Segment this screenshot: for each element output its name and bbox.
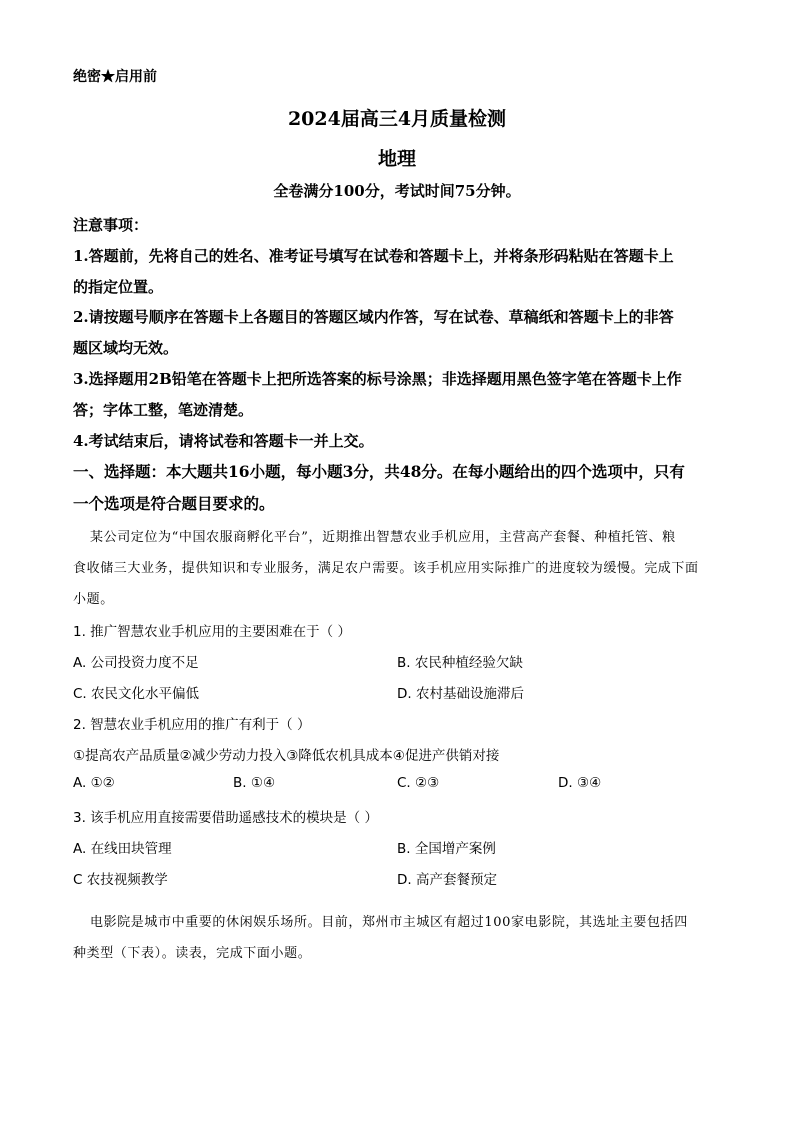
secret-label: 绝密★启用前 — [73, 69, 157, 85]
question-stem: 2. 智慧农业手机应用的推广有利于（ ） — [73, 717, 311, 733]
material-paragraph: 电影院是城市中重要的休闲娱乐场所。目前，郑州市主城区有超过100家电影院，其选址主要包括四 — [90, 915, 688, 930]
option-a: A. 在线田块管理 — [73, 841, 172, 857]
notice-line: 1.答题前，先将自己的姓名、准考证号填写在试卷和答题卡上，并将条形码粘贴在答题卡上 — [73, 247, 674, 265]
notice-line: 答；字体工整，笔迹清楚。 — [73, 401, 254, 419]
section-heading-cont: 一个选项是符合题目要求的。 — [73, 494, 275, 513]
section-heading: 一、选择题：本大题共16小题，每小题3分，共48分。在每小题给出的四个选项中，只有 — [73, 462, 685, 481]
exam-title: 2024届高三4月质量检测 — [287, 108, 507, 130]
material-paragraph: 某公司定位为“中国农服商孵化平台”，近期推出智慧农业手机应用，主营高产套餐、种植托管、粮 — [90, 530, 676, 545]
subject-title: 地理 — [377, 148, 416, 170]
option-d: D. 高产套餐预定 — [397, 872, 497, 888]
option-d: D. ③④ — [558, 775, 602, 791]
option-b: B. 全国增产案例 — [397, 841, 496, 857]
question-statements: ①提高农产品质量②减少劳动力投入③降低农机具成本④促进产供销对接 — [73, 748, 500, 764]
material-paragraph: 食收储三大业务，提供知识和专业服务，满足农户需要。该手机应用实际推广的进度较为缓慢。完成下面 — [73, 561, 699, 576]
notice-line: 4.考试结束后，请将试卷和答题卡一并上交。 — [73, 432, 374, 450]
score-info: 全卷满分100分，考试时间75分钟。 — [273, 182, 521, 200]
option-c: C 农技视频教学 — [73, 872, 168, 888]
notice-heading: 注意事项： — [73, 216, 149, 234]
notice-line: 3.选择题用2B铅笔在答题卡上把所选答案的标号涂黑；非选择题用黑色签字笔在答题卡上作 — [73, 370, 682, 388]
option-b: B. ①④ — [233, 775, 276, 791]
material-paragraph: 小题。 — [73, 592, 114, 607]
notice-line: 的指定位置。 — [73, 278, 164, 296]
notice-line: 2.请按题号顺序在答题卡上各题目的答题区域内作答，写在试卷、草稿纸和答题卡上的非答 — [73, 308, 674, 326]
notice-line: 题区域均无效。 — [73, 339, 179, 357]
option-d: D. 农村基础设施滞后 — [397, 686, 524, 702]
question-stem: 3. 该手机应用直接需要借助遥感技术的模块是（ ） — [73, 810, 378, 826]
option-b: B. 农民种植经验欠缺 — [397, 655, 523, 671]
option-c: C. ②③ — [397, 775, 440, 791]
material-paragraph: 种类型（下表）。读表，完成下面小题。 — [73, 946, 312, 961]
option-a: A. ①② — [73, 775, 115, 791]
option-c: C. 农民文化水平偏低 — [73, 686, 200, 702]
option-a: A. 公司投资力度不足 — [73, 655, 199, 671]
question-stem: 1. 推广智慧农业手机应用的主要困难在于（ ） — [73, 624, 351, 640]
